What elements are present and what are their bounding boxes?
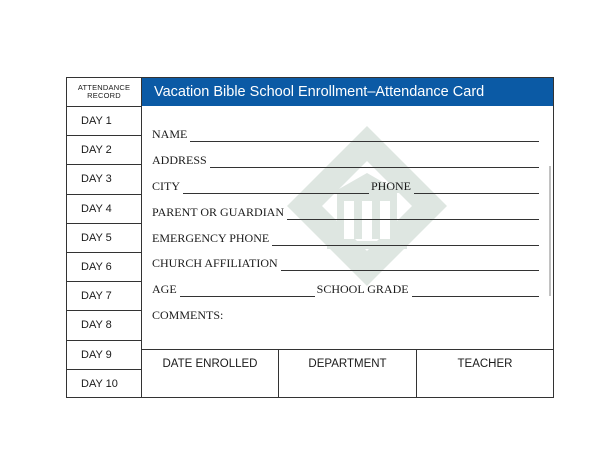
date-enrolled-label: DATE ENROLLED (162, 358, 258, 370)
grade-field[interactable] (412, 287, 539, 297)
age-label: AGE (152, 282, 177, 296)
parent-field[interactable] (287, 210, 539, 220)
comments-row (152, 309, 539, 323)
attendance-header-line2: RECORD (87, 91, 121, 100)
age-field[interactable] (180, 287, 315, 297)
teacher-label: TEACHER (457, 358, 513, 370)
day-6-cell[interactable]: DAY 6 (67, 253, 141, 282)
copyright-side-marks (546, 166, 554, 296)
card-title-banner (142, 78, 553, 106)
parent-label: PARENT OR GUARDIAN (152, 205, 285, 219)
address-row (152, 154, 539, 168)
grade-label: SCHOOL GRADE (316, 282, 409, 296)
enrollment-details-table (142, 349, 553, 397)
comments-label: COMMENTS: (152, 308, 224, 322)
date-enrolled-cell[interactable] (142, 350, 279, 397)
day-2-cell[interactable]: DAY 2 (67, 136, 141, 165)
city-field[interactable] (183, 184, 369, 194)
parent-row (152, 206, 539, 220)
church-label: CHURCH AFFILIATION (152, 256, 278, 270)
day-10-cell[interactable]: DAY 10 (81, 378, 118, 391)
attendance-header-line1: ATTENDANCE (77, 83, 131, 92)
age-grade-row (152, 283, 539, 297)
city-phone-row (152, 180, 539, 194)
attendance-record-header (67, 78, 141, 107)
emergency-label: EMERGENCY PHONE (152, 231, 270, 245)
department-label: DEPARTMENT (308, 358, 387, 370)
enrollment-card (66, 77, 554, 398)
name-field[interactable] (190, 132, 539, 142)
teacher-cell[interactable] (417, 350, 553, 397)
emergency-row (152, 232, 539, 246)
day-7-cell[interactable]: DAY 7 (67, 282, 141, 311)
attendance-record-column (67, 78, 142, 397)
card-title: Vacation Bible School Enrollment–Attendance Card (154, 84, 485, 100)
address-label: ADDRESS (152, 153, 207, 167)
phone-label: PHONE (371, 179, 412, 193)
emergency-field[interactable] (272, 236, 539, 246)
phone-field[interactable] (414, 184, 539, 194)
church-field[interactable] (281, 261, 539, 271)
day-4-cell[interactable]: DAY 4 (67, 195, 141, 224)
day-1-cell[interactable]: DAY 1 (67, 107, 141, 136)
name-row (152, 128, 539, 142)
address-field[interactable] (210, 158, 539, 168)
name-label: NAME (152, 127, 188, 141)
department-cell[interactable] (279, 350, 417, 397)
day-5-cell[interactable]: DAY 5 (67, 224, 141, 253)
day-8-cell[interactable]: DAY 8 (67, 311, 141, 340)
enrollment-form (142, 106, 553, 352)
city-label: CITY (152, 179, 180, 193)
day-3-cell[interactable]: DAY 3 (67, 165, 141, 194)
church-row (152, 257, 539, 271)
day-9-cell[interactable]: DAY 9 (67, 341, 141, 370)
